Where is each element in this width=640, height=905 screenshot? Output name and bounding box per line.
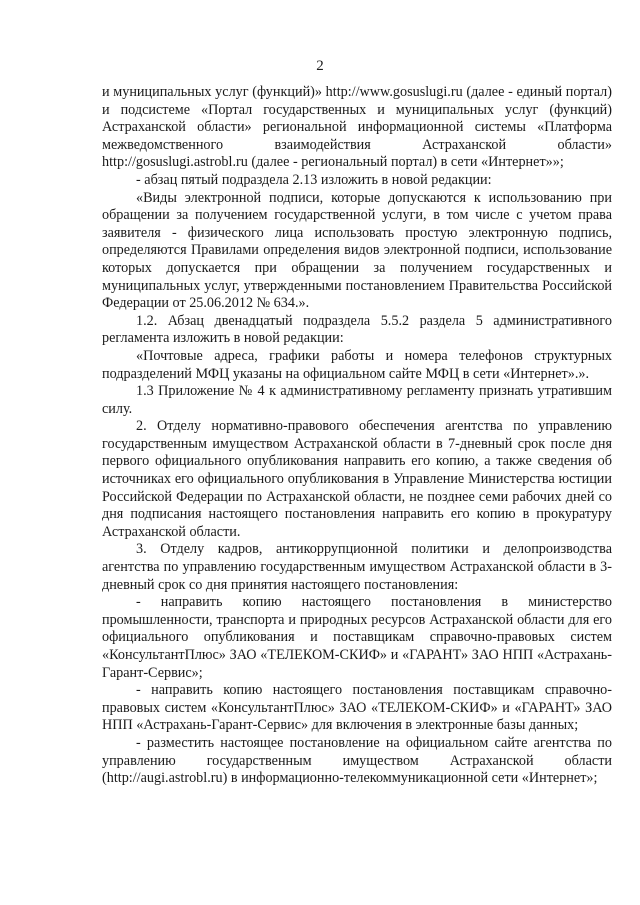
page-number: 2 — [316, 58, 324, 74]
paragraph-send-copy-legal-systems: - направить копию настоящего постановления поставщикам справочно-правовых систем «КонсультантПлюс» ЗАО «ТЕЛЕКОМ-СКИФ» и «ГАРАНТ» ЗАО НПП «Астрахань-Гарант-Сервис» для включения в электронные базы данных; — [102, 682, 612, 734]
paragraph-2-legal-department: 2. Отделу нормативно-правового обеспечения агентства по управлению государственным имуществом Астраханской области в 7-дневный срок после дня первого официального опубликования направить его копию, а также сведения об источниках его официального опубликования в Управление Министерства юстиции Российской Федерации по Астраханской области, не позднее семи рабочих дней со дня подписания настоящего постановления направить его копию в прокуратуру Астраханской области. — [102, 418, 612, 540]
paragraph-postal-addresses: «Почтовые адреса, графики работы и номера телефонов структурных подразделений МФЦ указаны на официальном сайте МФЦ в сети «Интернет».». — [102, 347, 612, 382]
paragraph-send-copy-ministry: - направить копию настоящего постановления в министерство промышленности, транспорта и природных ресурсов Астраханской области для его официального опубликования и поставщикам справочно-правовых систем «КонсультантПлюс» ЗАО «ТЕЛЕКОМ-СКИФ» и «ГАРАНТ» ЗАО НПП «Астрахань-Гарант-Сервис»; — [102, 594, 612, 681]
paragraph-portal-continuation: и муниципальных услуг (функций)» http://www.gosuslugi.ru (далее - единый портал) и подсистеме «Портал государственных и муниципальных услуг (функций) Астраханской области» региональной информационной системы «Платформа межведомственного взаимодействия Астраханской области» http://gosuslugi.astrobl.ru (далее - региональный портал) в сети «Интернет»»; — [102, 84, 612, 171]
document-body — [102, 84, 612, 788]
paragraph-1-2: 1.2. Абзац двенадцатый подраздела 5.5.2 раздела 5 административного регламента изложить в новой редакции: — [102, 312, 612, 347]
paragraph-3-hr-department: 3. Отделу кадров, антикоррупционной политики и делопроизводства агентства по управлению государственным имуществом Астраханской области в 3-дневный срок со дня принятия настоящего постановления: — [102, 541, 612, 593]
paragraph-electronic-signature: «Виды электронной подписи, которые допускаются к использованию при обращении за получением государственной услуги, в том числе с учетом права заявителя - физического лица использовать простую электронную подпись, определяются Правилами определения видов электронной подписи, использование которых допускается при обращении за получением государственных и муниципальных услуг, утвержденными постановлением Правительства Российской Федерации от 25.06.2012 № 634.». — [102, 189, 612, 312]
paragraph-1-3: 1.3 Приложение № 4 к административному регламенту признать утратившим силу. — [102, 383, 612, 417]
paragraph-amend-2-13: - абзац пятый подраздела 2.13 изложить в новой редакции: — [136, 171, 492, 188]
paragraph-publish-website: - разместить настоящее постановление на официальном сайте агентства по управлению государственным имуществом Астраханской области (http://augi.astrobl.ru) в информационно-телекоммуникационной сети «Интернет»; — [102, 734, 612, 787]
